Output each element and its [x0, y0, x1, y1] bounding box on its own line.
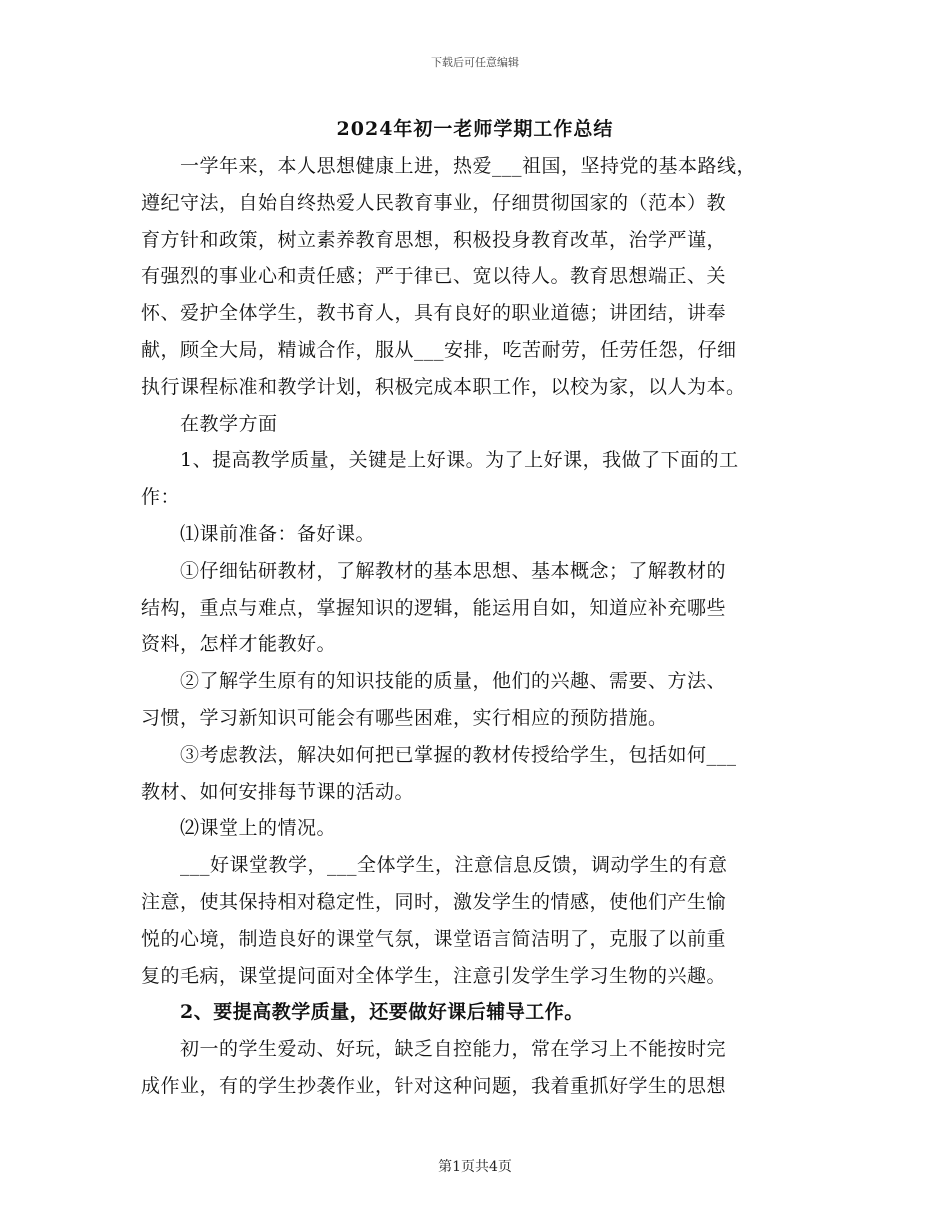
text-line: 1、提高教学质量，关键是上好课。为了上好课，我做了下面的工: [141, 449, 739, 472]
text-line: 结构，重点与难点，掌握知识的逻辑，能运用自如，知道应补充哪些: [141, 596, 727, 619]
header-note: 下载后可任意编辑: [431, 56, 519, 69]
text-line: 悦的心境，制造良好的课堂气氛，课堂语言简洁明了，克服了以前重: [141, 927, 727, 950]
text-line: 遵纪守法，自始自终热爱人民教育事业，仔细贯彻国家的（范本）教: [141, 191, 727, 214]
text-line: 一学年来，本人思想健康上进，热爱___祖国，坚持党的基本路线，: [141, 155, 757, 177]
text-line: 习惯，学习新知识可能会有哪些困难，实行相应的预防措施。: [141, 706, 668, 729]
text-line: 2、要提高教学质量，还要做好课后辅导工作。: [141, 1001, 584, 1024]
text-line: 献，顾全大局，精诚合作，服从___安排，吃苦耐劳，任劳任怨，仔细: [141, 338, 737, 361]
text-line: 有强烈的事业心和责任感；严于律已、宽以待人。教育思想端正、关: [141, 265, 727, 288]
text-line: 资料，怎样才能教好。: [141, 633, 337, 656]
text-line: ⑵课堂上的情况。: [141, 817, 337, 840]
text-line: 注意，使其保持相对稳定性，同时，激发学生的情感，使他们产生愉: [141, 890, 727, 913]
text-line: ①仔细钻研教材，了解教材的基本思想、基本概念；了解教材的: [141, 559, 727, 582]
text-line: ②了解学生原有的知识技能的质量，他们的兴趣、需要、方法、: [141, 670, 727, 693]
text-line: 成作业，有的学生抄袭作业，针对这种问题，我着重抓好学生的思想: [141, 1074, 727, 1097]
text-line: 执行课程标准和教学计划，积极完成本职工作，以校为家，以人为本。: [141, 375, 746, 398]
text-line: 作：: [141, 486, 181, 509]
text-line: ___好课堂教学，___全体学生，注意信息反馈，调动学生的有意: [141, 854, 728, 877]
text-line: ⑴课前准备：备好课。: [141, 522, 376, 545]
page-footer: 第1页共4页: [438, 1159, 512, 1175]
page-title: 2024年初一老师学期工作总结: [336, 118, 614, 140]
text-line: 初一的学生爱动、好玩，缺乏自控能力，常在学习上不能按时完: [141, 1038, 727, 1061]
text-line: 怀、爱护全体学生，教书育人，具有良好的职业道德；讲团结，讲奉: [141, 302, 727, 325]
text-line: 育方针和政策，树立素养教育思想，积极投身教育改革，治学严谨，: [141, 228, 727, 251]
document-body: [141, 148, 821, 1105]
text-line: 教材、如何安排每节课的活动。: [141, 780, 415, 803]
text-line: ③考虑教法，解决如何把已掌握的教材传授给学生，包括如何___: [141, 743, 737, 766]
text-line: 在教学方面: [141, 412, 278, 435]
text-line: 复的毛病，课堂提问面对全体学生，注意引发学生学习生物的兴趣。: [141, 964, 727, 987]
